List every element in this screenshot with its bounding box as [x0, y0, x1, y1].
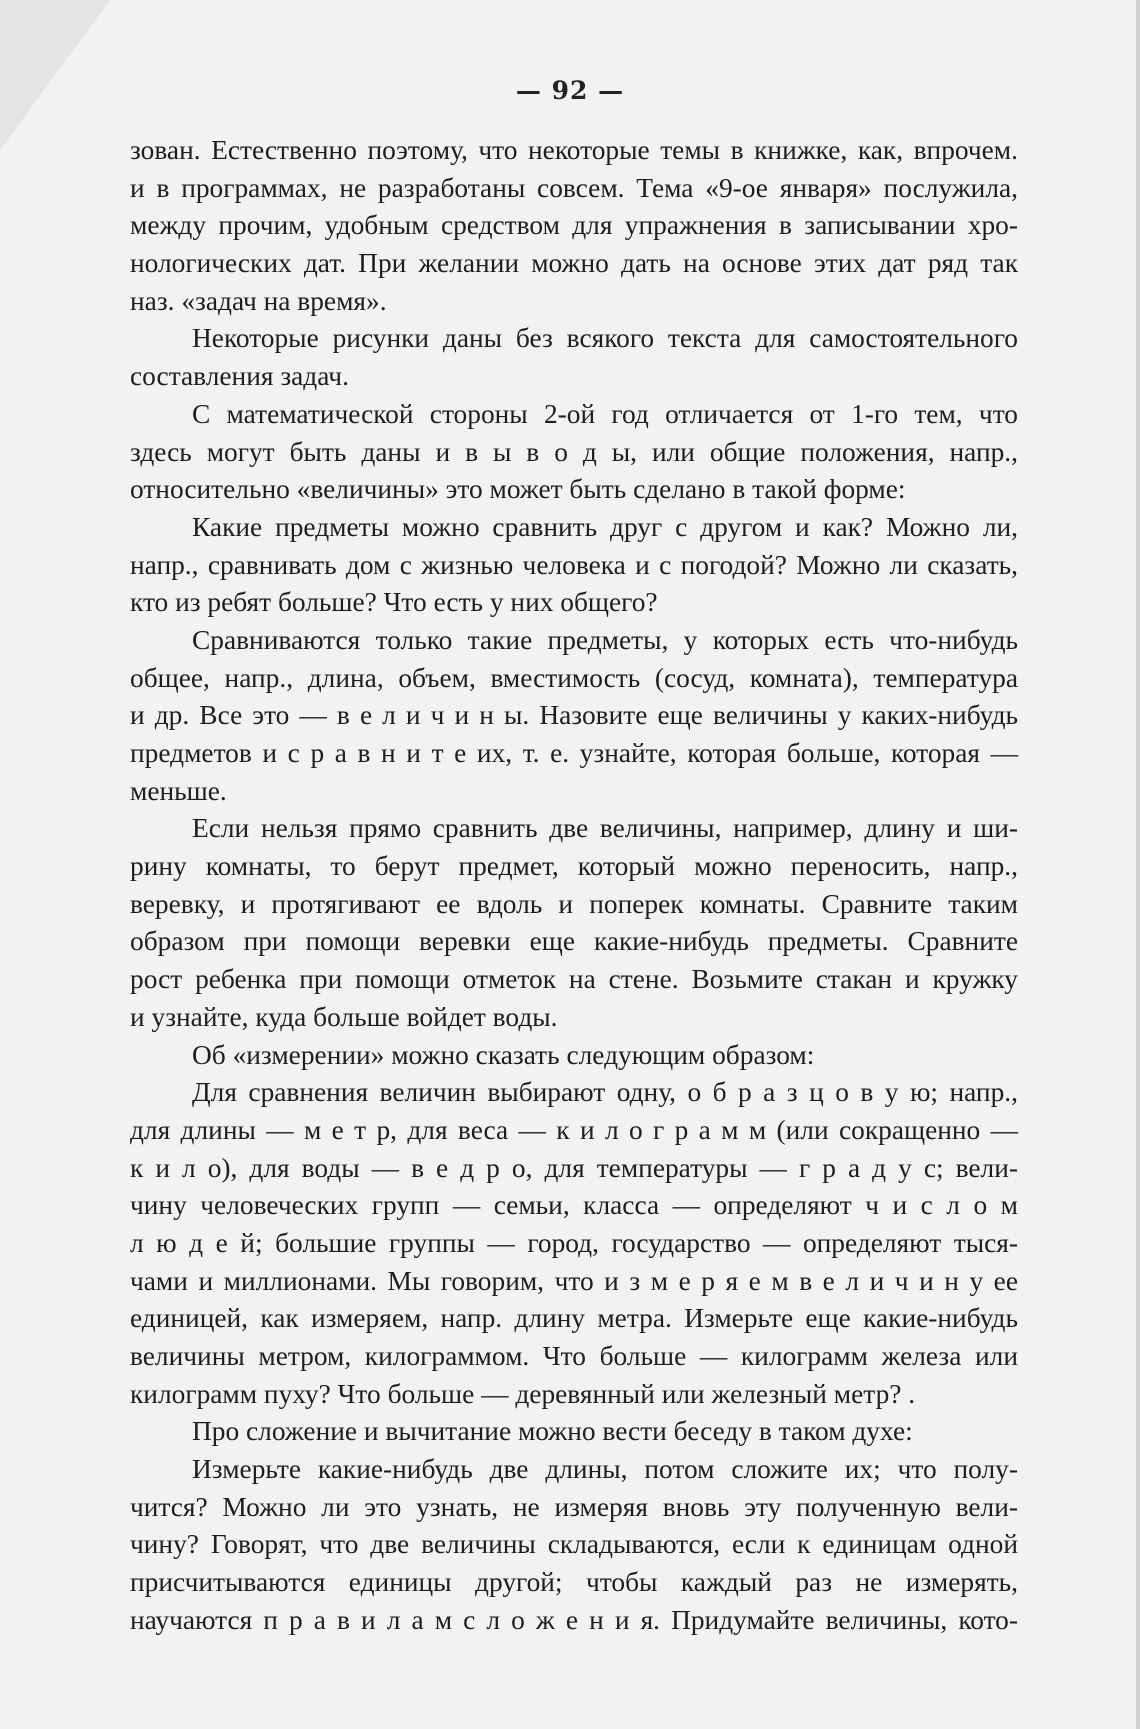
text-line: чами и миллионами. Мы говорим, что и з м е р я е м в е л и ч и н у ее: [130, 1265, 1018, 1296]
text-line: Измерьте какие-нибудь две длины, потом сложите их; что полу-: [192, 1454, 1018, 1485]
text-line: веревку, и протягивают ее вдоль и поперек комнаты. Сравните таким: [130, 888, 1018, 919]
text-line: научаются п р а в и л а м с л о ж е н и я. Придумайте величины, кото-: [130, 1604, 1018, 1635]
text-line: рину комнаты, то берут предмет, который можно переносить, напр.,: [130, 851, 1018, 882]
text-line: чину человеческих групп — семьи, класса — определяют ч и с л о м: [130, 1190, 1018, 1221]
text-line: и др. Все это — в е л и ч и н ы. Назовите еще величины у каких-нибудь: [130, 700, 1018, 731]
text-line: для длины — м е т р, для веса — к и л о г р а м м (или сокращенно —: [130, 1114, 1018, 1145]
text-line: Об «измерении» можно сказать следующим образом:: [192, 1039, 815, 1070]
text-line: чится? Можно ли это узнать, не измеряя вновь эту полученную вели-: [130, 1491, 1018, 1522]
text-line: меньше.: [130, 775, 227, 806]
text-line: рост ребенка при помощи отметок на стене. Возьмите стакан и кружку: [130, 964, 1018, 995]
folded-corner: [0, 0, 110, 150]
text-line: и узнайте, куда больше войдет воды.: [130, 1001, 558, 1032]
text-line: составления задач.: [130, 361, 349, 392]
text-line: к и л о), для воды — в е д р о, для температуры — г р а д у с; вели-: [130, 1152, 1018, 1183]
text-line: здесь могут быть даны и в ы в о д ы, или общие положения, напр.,: [130, 436, 1018, 467]
text-line: Про сложение и вычитание можно вести беседу в таком духе:: [192, 1416, 913, 1447]
text-line: Некоторые рисунки даны без всякого текста для самостоятельного: [192, 323, 1018, 354]
text-line: и в программах, не разработаны совсем. Тема «9-ое января» послужила,: [130, 172, 1018, 203]
text-line: л ю д е й; большие группы — город, государство — определяют тыся-: [130, 1227, 1018, 1258]
text-line: общее, напр., длина, объем, вместимость (сосуд, комната), температура: [130, 662, 1018, 693]
text-line: Если нельзя прямо сравнить две величины, например, длину и ши-: [192, 813, 1018, 844]
text-line: единицей, как измеряем, напр. длину метра. Измерьте еще какие-нибудь: [130, 1303, 1018, 1334]
text-line: величины метром, килограммом. Что больше — килограмм железа или: [130, 1341, 1018, 1371]
text-line: Для сравнения величин выбирают одну, о б р а з ц о в у ю; напр.,: [192, 1077, 1018, 1108]
text-line: С математической стороны 2-ой год отличается от 1-го тем, что: [192, 398, 1018, 429]
page-edge-shadow: [1136, 0, 1140, 1729]
text-line: Сравниваются только такие предметы, у которых есть что-нибудь: [192, 624, 1018, 655]
text-line: Какие предметы можно сравнить друг с другом и как? Можно ли,: [192, 511, 1018, 542]
text-line: зован. Естественно поэтому, что некоторые темы в книжке, как, впрочем.: [130, 135, 1018, 165]
text-line: чину? Говорят, что две величины складываются, если к единицам одной: [130, 1529, 1018, 1560]
page-number: — 92 —: [515, 76, 625, 105]
text-line: кто из ребят больше? Что есть у них общего?: [130, 587, 658, 618]
body-text: [130, 132, 1018, 1640]
text-line: напр., сравнивать дом с жизнью человека и с погодой? Можно ли сказать,: [130, 549, 1018, 580]
text-line: образом при помощи веревки еще какие-нибудь предметы. Сравните: [130, 926, 1018, 957]
text-line: килограмм пуху? Что больше — деревянный или железный метр? .: [130, 1378, 916, 1409]
text-line: наз. «задач на время».: [130, 285, 387, 316]
text-line: относительно «величины» это может быть сделано в такой форме:: [130, 474, 906, 505]
text-line: между прочим, удобным средством для упражнения в записывании хро-: [130, 210, 1018, 241]
text-line: нологических дат. При желании можно дать на основе этих дат ряд так: [130, 248, 1018, 279]
text-line: присчитываются единицы другой; чтобы каждый раз не измерять,: [130, 1567, 1018, 1598]
text-line: предметов и с р а в н и т е их, т. е. узнайте, которая больше, которая —: [130, 738, 1018, 768]
